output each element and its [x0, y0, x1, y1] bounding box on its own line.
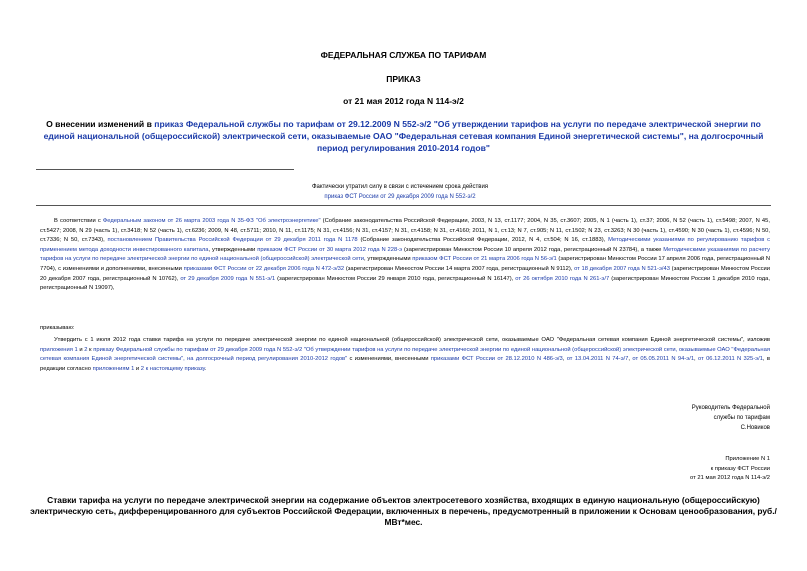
inline-link[interactable]: постановлением Правительства Российской Федерации от 29 декабря 2011 года N 1178: [107, 237, 358, 244]
paragraph-text: (зарегистрирован Минюстом России 20 декабря 2007 года, регистрационный N 10762),: [40, 265, 770, 282]
inline-link[interactable]: от 13.04.2011 N 74-э/7: [566, 356, 629, 363]
paragraph-text: ,: [562, 356, 567, 363]
paragraph-text: (зарегистрирован Минюстом России 14 марта 2007 года, регистрационный N 9112),: [344, 265, 575, 272]
paragraph-text: (зарегистрирован Минюстом России 10 апреля 2012 года, регистрационный N 23784), а также: [402, 246, 664, 253]
inline-link[interactable]: Методическими указаниями по расчету тарифов на услуги по передаче электрической энергии по единой национальной (общероссийской) электрической сети: [40, 246, 770, 263]
inline-link[interactable]: Методическими указаниями по регулированию тарифов с применением метода доходности инвестированного капитала: [40, 237, 770, 253]
appendix-header: [560, 455, 770, 484]
signature-name: С.Новиков: [740, 425, 770, 431]
rates-table-title: Ставки тарифа на услуги по передаче электрической энергии на содержание объектов электросетевого хозяйства, входящих в единую национальную (общероссийскую) электрическую сеть, дифференцированного для субъектов Российской Федерации, включенных в перечень, предусмотренный в приложении к Основам ценообразования, руб./МВт*мес.: [30, 495, 777, 527]
paragraph-text: В соответствии с: [54, 218, 103, 224]
inline-link[interactable]: от 05.05.2011 N 94-э/1: [632, 356, 695, 363]
appendix-line-2: к приказу ФСТ России: [710, 465, 770, 472]
paragraph-text: с изменениями, внесенными: [347, 356, 431, 363]
inline-link[interactable]: приказами ФСТ России от 28.12.2010 N 486-э/3: [430, 356, 563, 363]
inline-link[interactable]: 2 к настоящему приказу: [140, 365, 205, 372]
paragraph-text: и: [134, 365, 141, 372]
order-date: от 21 мая 2012 года N 114-э/2: [343, 96, 464, 106]
inline-link[interactable]: 2: [84, 346, 88, 353]
appendix-line-1: Приложение N 1: [725, 456, 770, 462]
inline-link[interactable]: приказом ФСТ России от 21 марта 2006 года N 56-э/1: [412, 256, 557, 263]
paragraph-text: , утвержденными: [364, 256, 413, 263]
paragraph-text: .: [204, 365, 207, 372]
paragraph-text: и: [77, 346, 85, 353]
inline-link[interactable]: приказом ФСТ России от 30 марта 2012 года N 228-э: [257, 246, 403, 253]
paragraph-text: (зарегистрирован Минюстом России 29 января 2010 года, регистрационный N 16147),: [275, 275, 516, 282]
inline-link[interactable]: приказу Федеральной службы по тарифам от 29 декабря 2009 года N 552-э/2 "Об утверждении тарифов на услуги по передаче электрической энергии по единой национальной (общероссийской) электрической сети, оказываемые ОАО "Федеральная сетевая компания Единой энергетической системы", на долгосрочный период регулирования 2010-2012 годов": [40, 346, 770, 363]
inline-link[interactable]: приказами ФСТ России от 22 декабря 2006 года N 472-э/32: [183, 265, 345, 272]
lost-force-text: Фактически утратил силу в связи с истечением срока действия: [311, 184, 489, 190]
signature-line-1: Руководитель Федеральной: [691, 405, 770, 411]
paragraph-text: (Собрание законодательства Российской Федерации, 2003, N 13, ст.1177; 2004, N 35, ст.3607; 2005, N 1 (часть 1), ст.37; 2006, N 52 (часть 1), ст.5498; 2007, N 45, ст.5427; 2008, N 29 (часть 1), ст.3418; N 52 (часть 1), ст.6236; 2009, N 48, ст.5711; 2010, N 11, ст.1175; N 31, ст.4156; N 31, ст.4157; N 31, ст.4158; N 31, ст.4160; 2011, N 1, ст.13; N 7, ст.905; N 11, ст.1502; N 23, ст.3263; N 30 (часть 1), ст.4590; N 30 (часть 1), ст.4596; N 50, ст.7336; N 50, ст.7343),: [40, 218, 770, 244]
agency-heading: ФЕДЕРАЛЬНАЯ СЛУЖБА ПО ТАРИФАМ: [320, 50, 487, 60]
paragraph-text: Утвердить с 1 июля 2012 года ставки тарифа на услуги по передаче электрической энергии по единой национальной (общероссийской) электрической сети, оказываемые ОАО "Федеральная сетевая компания Единой энергетической системы", изложив: [54, 337, 770, 343]
paragraph-text: (зарегистрирован Минюстом России 17 апреля 2006 года, регистрационный N 7704), с изменениями и дополнениями, внесенными: [40, 256, 771, 272]
inline-link[interactable]: от 29 декабря 2009 года N 551-э/1: [180, 275, 276, 282]
status-note: [180, 182, 620, 202]
paragraph-text: ,: [694, 356, 698, 363]
appendix-line-3: от 21 мая 2012 года N 114-э/2: [690, 475, 770, 482]
order-heading: ПРИКАЗ: [386, 74, 421, 84]
inline-link[interactable]: приложениям 1: [92, 365, 135, 372]
paragraph-legal-basis: [40, 217, 770, 294]
paragraph-text: , утвержденными: [208, 246, 258, 253]
inline-link[interactable]: от 26 октября 2010 года N 261-э/7: [515, 275, 610, 282]
paragraph-approve: [40, 336, 770, 374]
divider-short: [36, 169, 294, 170]
inline-link[interactable]: от 18 декабря 2007 года N 521-э/43: [574, 265, 670, 272]
title-lead: О внесении изменений в: [46, 119, 155, 129]
inline-link[interactable]: приложения 1: [40, 346, 78, 353]
paragraph-text: к: [87, 346, 94, 353]
divider-long: [36, 205, 771, 206]
lost-force-link[interactable]: приказ ФСТ России от 29 декабря 2009 года N 552-э/2: [324, 194, 476, 200]
paragraph-text: (зарегистрирован Минюстом России 1 декабря 2010 года, регистрационный N 19097),: [40, 275, 770, 292]
signature-block: [560, 403, 770, 433]
inline-link[interactable]: от 06.12.2011 N 325-э/1: [698, 356, 763, 363]
paragraph-text: (Собрание законодательства Российской Федерации, 2012, N 4, ст.504; N 16, ст.1883),: [357, 237, 609, 244]
title-link[interactable]: приказ Федеральной службы по тарифам от 29.12.2009 N 552-э/2 "Об утверждении тарифов на услуги по передаче электрической энергии по единой национальной (общероссийской) электрической сети, оказываемые ОАО "Федеральная сетевая компания Единой энергетической системы", на долгосрочный период регулирования 2010-2014 годов": [43, 119, 764, 153]
paragraph-text: ,: [628, 356, 633, 363]
paragraph-text: , в редакции согласно: [40, 356, 770, 372]
ordered-label: приказываю:: [40, 325, 75, 331]
document-title: [40, 118, 767, 154]
signature-line-2: службы по тарифам: [713, 415, 770, 421]
inline-link[interactable]: Федеральным законом от 26 марта 2003 года N 35-ФЗ "Об электроэнергетике": [102, 218, 321, 224]
